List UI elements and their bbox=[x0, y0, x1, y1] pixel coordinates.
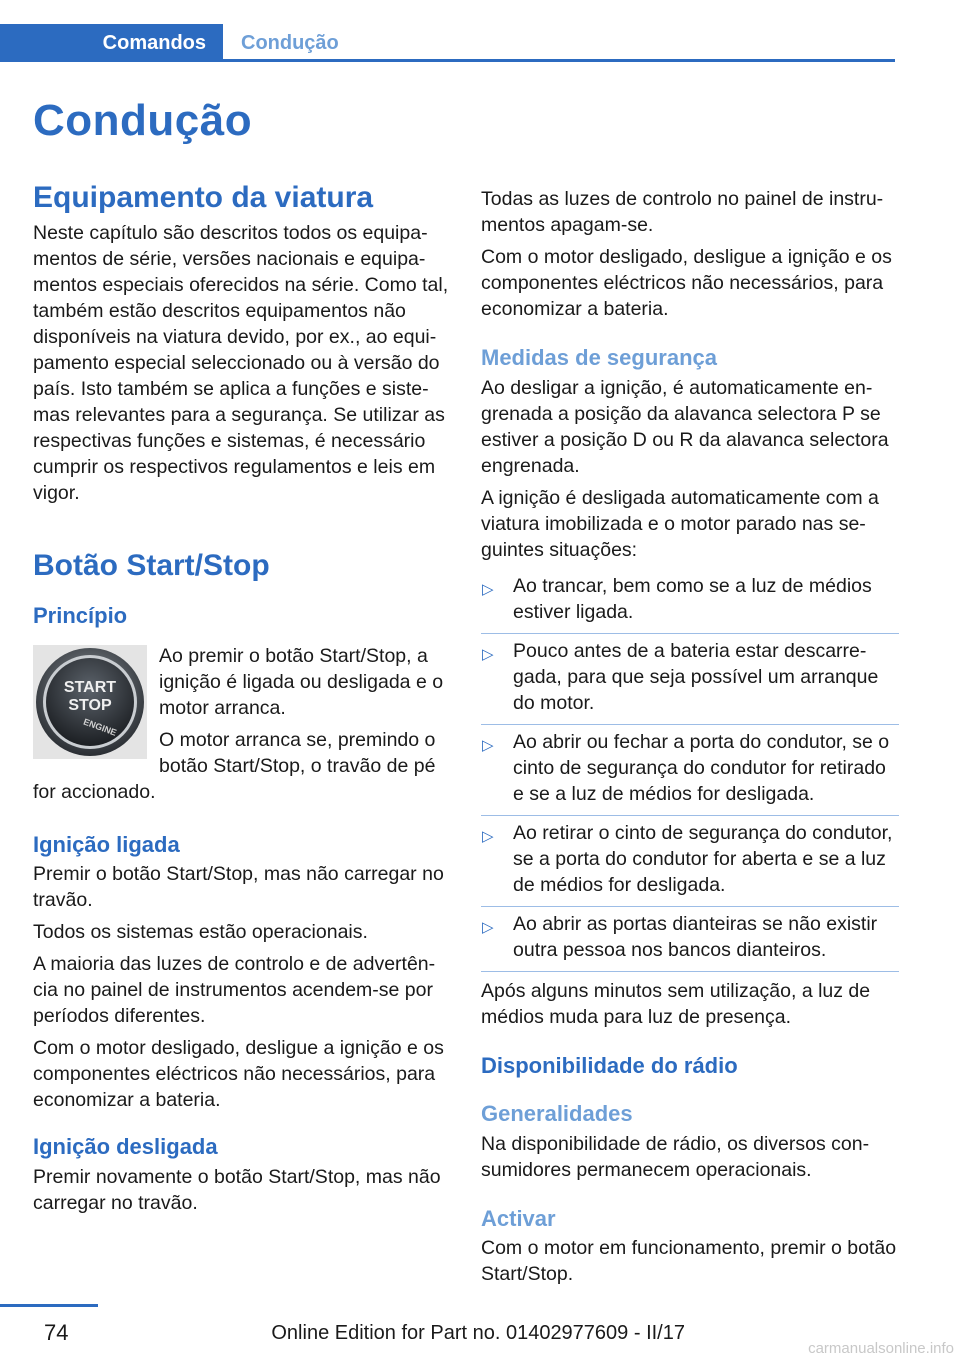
header-rule bbox=[0, 59, 895, 62]
generalidades-paragraph: Na disponibilidade de rádio, os diversos consumidores permanecem operacionais. bbox=[481, 1132, 870, 1181]
equipamento-paragraph: Neste capítulo são descritos todos os equipamentos de série, versões nacionais e equipamentos especiais oferecidos na série. Como tal, também estão descritos equipamentos não disponíveis na viatura devido, por ex., ao equipamento especial seleccionado ou à versão do país. Isto também se aplica a funções e sistemas relevantes para a segurança. Se utilizar as respectivas funções e sistemas, é necessário cumprir os respectivos regulamentos e leis em vigor. bbox=[33, 222, 449, 504]
ligada-paragraph-4: Com o motor desligado, desligue a ignição e os componentes eléctricos não necessários, para economizar a bateria. bbox=[33, 1037, 444, 1112]
subsection-ignicao-desligada: Ignição desligada bbox=[33, 1134, 218, 1160]
button-text-engine: ENGINE bbox=[82, 716, 118, 738]
subsection-activar: Activar bbox=[481, 1205, 556, 1231]
triangle-bullet-icon: ▷ bbox=[482, 827, 494, 845]
list-item-text: Ao abrir ou fechar a porta do condutor, se o cinto de segurança do condutor for retirado e se a luz de médios for desligada. bbox=[513, 730, 890, 805]
tab-conducao[interactable]: Condução bbox=[241, 31, 339, 54]
list-item bbox=[481, 725, 899, 816]
bullet-list bbox=[481, 569, 899, 972]
button-text-stop: STOP bbox=[68, 696, 112, 714]
left-column bbox=[33, 180, 453, 1216]
list-item-text: Ao retirar o cinto de segurança do condutor, se a porta do condutor for aberta e se a luz de médios for desligada. bbox=[513, 821, 893, 896]
right-paragraph-2: Com o motor desligado, desligue a ignição e os componentes eléctricos não necessários, para economizar a bateria. bbox=[481, 246, 892, 320]
subsection-generalidades: Generalidades bbox=[481, 1101, 633, 1127]
list-item-text: Pouco antes de a bateria estar descarregada, para que seja possível um arranque do motor. bbox=[513, 639, 879, 714]
activar-paragraph: Com o motor em funcionamento, premir o botão Start/Stop. bbox=[481, 1237, 897, 1286]
section-title-botao: Botão Start/Stop bbox=[33, 549, 270, 582]
triangle-bullet-icon: ▷ bbox=[482, 918, 494, 936]
page-number: 74 bbox=[44, 1320, 69, 1345]
triangle-bullet-icon: ▷ bbox=[482, 645, 494, 663]
triangle-bullet-icon: ▷ bbox=[482, 736, 494, 754]
medidas-paragraph-2: A ignição é desligada automaticamente com a viatura imobilizada e o motor parado nas seguintes situações: bbox=[481, 486, 879, 561]
medidas-paragraph-3: Após alguns minutos sem utilização, a luz de médios muda para luz de presença. bbox=[481, 979, 871, 1028]
ligada-paragraph-2: Todos os sistemas estão operacionais. bbox=[33, 921, 368, 944]
list-item bbox=[481, 816, 899, 907]
subsection-disponibilidade-radio: Disponibilidade do rádio bbox=[481, 1052, 738, 1078]
principio-paragraph-1: Ao premir o botão Start/Stop, a ignição é ligada ou desligada e o motor arranca. bbox=[159, 644, 444, 719]
list-item bbox=[481, 907, 899, 972]
desligada-paragraph-1: Premir novamente o botão Start/Stop, mas não carregar no travão. bbox=[33, 1165, 441, 1214]
list-item bbox=[481, 634, 899, 725]
footer-rule bbox=[0, 1304, 98, 1307]
list-item-text: Ao abrir as portas dianteiras se não existir outra pessoa nos bancos dianteiros. bbox=[513, 912, 878, 961]
list-item-text: Ao trancar, bem como se a luz de médios estiver ligada. bbox=[513, 574, 872, 623]
ligada-paragraph-3: A maioria das luzes de controlo e de advertência no painel de instrumentos acendem-se por períodos diferentes. bbox=[33, 953, 436, 1028]
watermark: carmanualsonline.info bbox=[808, 1340, 954, 1357]
medidas-paragraph-1: Ao desligar a ignição, é automaticamente engrenada a posição da alavanca selectora P se estiver a posição D ou R da alavanca selectora engrenada. bbox=[481, 376, 889, 477]
subsection-ignicao-ligada: Ignição ligada bbox=[33, 831, 180, 857]
subsection-medidas: Medidas de segurança bbox=[481, 345, 717, 370]
subsection-principio: Princípio bbox=[33, 603, 128, 628]
triangle-bullet-icon: ▷ bbox=[482, 580, 494, 598]
start-stop-button-image bbox=[33, 645, 147, 759]
section-title-equipamento: Equipamento da viatura bbox=[33, 181, 374, 214]
page-title: Condução bbox=[33, 96, 253, 145]
list-item bbox=[481, 569, 899, 634]
button-text-start: START bbox=[63, 678, 117, 696]
principio-paragraph-2: O motor arranca se, premindo o botão Start/Stop, o travão de pé for accionado. bbox=[33, 728, 436, 803]
header-tabs bbox=[0, 24, 895, 62]
right-paragraph-1: Todas as luzes de controlo no painel de instrumentos apagam-se. bbox=[481, 188, 884, 236]
ligada-paragraph-1: Premir o botão Start/Stop, mas não carregar no travão. bbox=[33, 863, 444, 912]
start-stop-icon bbox=[33, 645, 147, 759]
tab-comandos[interactable]: Comandos bbox=[0, 24, 223, 62]
right-column bbox=[481, 180, 899, 1287]
edition-note: Online Edition for Part no. 01402977609 - II/17 bbox=[271, 1322, 685, 1344]
